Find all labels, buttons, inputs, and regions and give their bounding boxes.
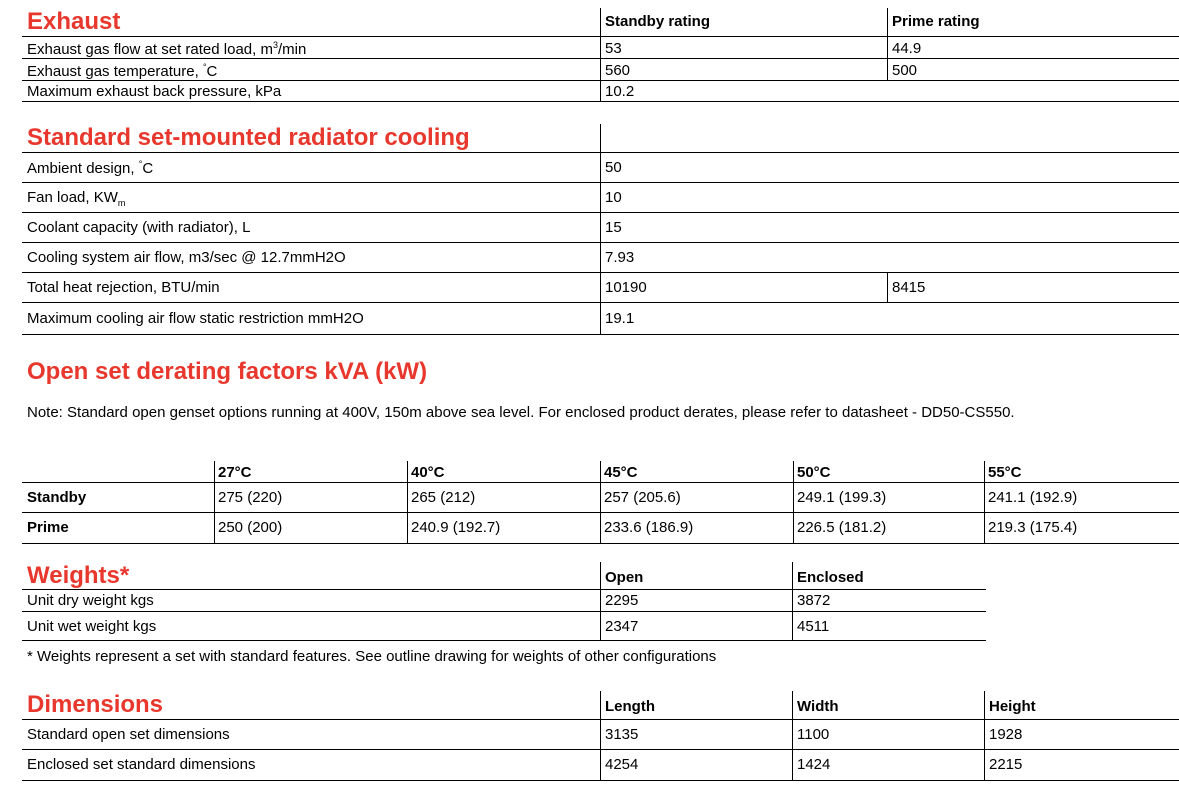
- table-cell: 7.93: [605, 249, 635, 266]
- table-cell: 1100: [797, 726, 830, 743]
- table-cell: 1928: [989, 726, 1023, 743]
- temp-header: 40°C: [411, 464, 445, 481]
- table-row-label: Cooling system air flow, m3/sec @ 12.7mmH2O: [27, 249, 346, 266]
- table-cell: 53: [605, 40, 622, 57]
- divider: [22, 640, 986, 641]
- divider: [22, 512, 1179, 513]
- table-cell: 500: [892, 62, 918, 79]
- exhaust-col-prime: Prime rating: [892, 13, 980, 30]
- table-cell: 2347: [605, 618, 639, 635]
- weights-col-enclosed: Enclosed: [797, 569, 864, 586]
- divider: [793, 461, 794, 544]
- table-row-label: Total heat rejection, BTU/min: [27, 279, 220, 296]
- weights-footnote: * Weights represent a set with standard features. See outline drawing for weights of other configurations: [27, 648, 717, 665]
- table-row-label: Maximum exhaust back pressure, kPa: [27, 83, 282, 100]
- table-cell: 15: [605, 219, 622, 236]
- divider: [22, 334, 1179, 335]
- temp-header: 55°C: [988, 464, 1022, 481]
- divider: [22, 242, 1179, 243]
- divider: [22, 272, 1179, 273]
- divider: [600, 461, 601, 544]
- table-cell: 10: [605, 189, 622, 206]
- temp-header: 50°C: [797, 464, 831, 481]
- table-row-label: Enclosed set standard dimensions: [27, 756, 256, 773]
- table-row-label: Maximum cooling air flow static restriction mmH2O: [27, 310, 364, 327]
- table-cell: 3872: [797, 592, 831, 609]
- divider: [22, 543, 1179, 544]
- exhaust-col-standby: Standby rating: [605, 13, 711, 30]
- temp-header: 27°C: [218, 464, 252, 481]
- dimensions-title: Dimensions: [27, 691, 164, 718]
- divider: [984, 461, 985, 544]
- weights-col-open: Open: [605, 569, 644, 586]
- table-row-label: Coolant capacity (with radiator), L: [27, 219, 251, 236]
- dimensions-col-width: Width: [797, 698, 839, 715]
- table-cell: 1424: [797, 756, 831, 773]
- table-cell: 240.9 (192.7): [411, 519, 501, 536]
- table-cell: 4254: [605, 756, 639, 773]
- table-cell: 3135: [605, 726, 639, 743]
- divider: [887, 272, 888, 302]
- table-cell: 233.6 (186.9): [604, 519, 694, 536]
- divider: [600, 562, 601, 640]
- dimensions-col-height: Height: [989, 698, 1036, 715]
- exhaust-title: Exhaust: [27, 8, 121, 35]
- divider: [22, 482, 1179, 483]
- table-row-label: Unit wet weight kgs: [27, 618, 157, 635]
- divider: [22, 611, 986, 612]
- divider: [22, 101, 1179, 102]
- table-cell: 50: [605, 159, 622, 176]
- table-row-label: Standby: [27, 489, 87, 506]
- divider: [600, 8, 601, 101]
- table-row-label: Prime: [27, 519, 69, 536]
- table-cell: 249.1 (199.3): [797, 489, 887, 506]
- table-cell: 19.1: [605, 310, 635, 327]
- table-cell: 2215: [989, 756, 1023, 773]
- derating-title: Open set derating factors kVA (kW): [27, 358, 428, 385]
- table-cell: 4511: [797, 618, 830, 635]
- divider: [407, 461, 408, 544]
- weights-title: Weights*: [27, 562, 130, 589]
- table-cell: 257 (205.6): [604, 489, 681, 506]
- divider: [22, 749, 1179, 750]
- table-cell: 2295: [605, 592, 639, 609]
- table-cell: 219.3 (175.4): [988, 519, 1078, 536]
- divider: [792, 691, 793, 780]
- table-cell: 265 (212): [411, 489, 476, 506]
- table-cell: 560: [605, 62, 631, 79]
- divider: [600, 691, 601, 780]
- divider: [22, 780, 1179, 781]
- cooling-title: Standard set-mounted radiator cooling: [27, 124, 470, 151]
- table-row-label: Exhaust gas flow at set rated load, $m^3/\min$: [27, 40, 307, 58]
- table-cell: 241.1 (192.9): [988, 489, 1078, 506]
- table-cell: 250 (200): [218, 519, 283, 536]
- divider: [22, 302, 1179, 303]
- divider: [22, 152, 1179, 153]
- divider: [22, 212, 1179, 213]
- temp-header: 45°C: [604, 464, 638, 481]
- divider: [214, 461, 215, 544]
- table-row-label: Ambient design, °C: [27, 159, 154, 177]
- divider: [984, 691, 985, 780]
- divider: [887, 8, 888, 80]
- table-cell: 10.2: [605, 83, 635, 100]
- table-cell: 44.9: [892, 40, 922, 57]
- table-cell: 10190: [605, 279, 647, 296]
- derating-note: Note: Standard open genset options running at 400V, 150m above sea level. For enclosed product derates, please refer to datasheet - DD50-CS550.: [27, 404, 1015, 421]
- divider: [22, 719, 1179, 720]
- table-row-label: Unit dry weight kgs: [27, 592, 154, 609]
- dimensions-col-length: Length: [605, 698, 655, 715]
- table-cell: 8415: [892, 279, 926, 296]
- table-row-label: Fan load, $KW_m$: [27, 189, 126, 208]
- table-row-label: Exhaust gas temperature, °C: [27, 62, 218, 80]
- divider: [22, 182, 1179, 183]
- table-cell: 275 (220): [218, 489, 283, 506]
- divider: [600, 124, 601, 335]
- divider: [792, 562, 793, 640]
- table-cell: 226.5 (181.2): [797, 519, 887, 536]
- divider: [22, 589, 986, 590]
- table-row-label: Standard open set dimensions: [27, 726, 230, 743]
